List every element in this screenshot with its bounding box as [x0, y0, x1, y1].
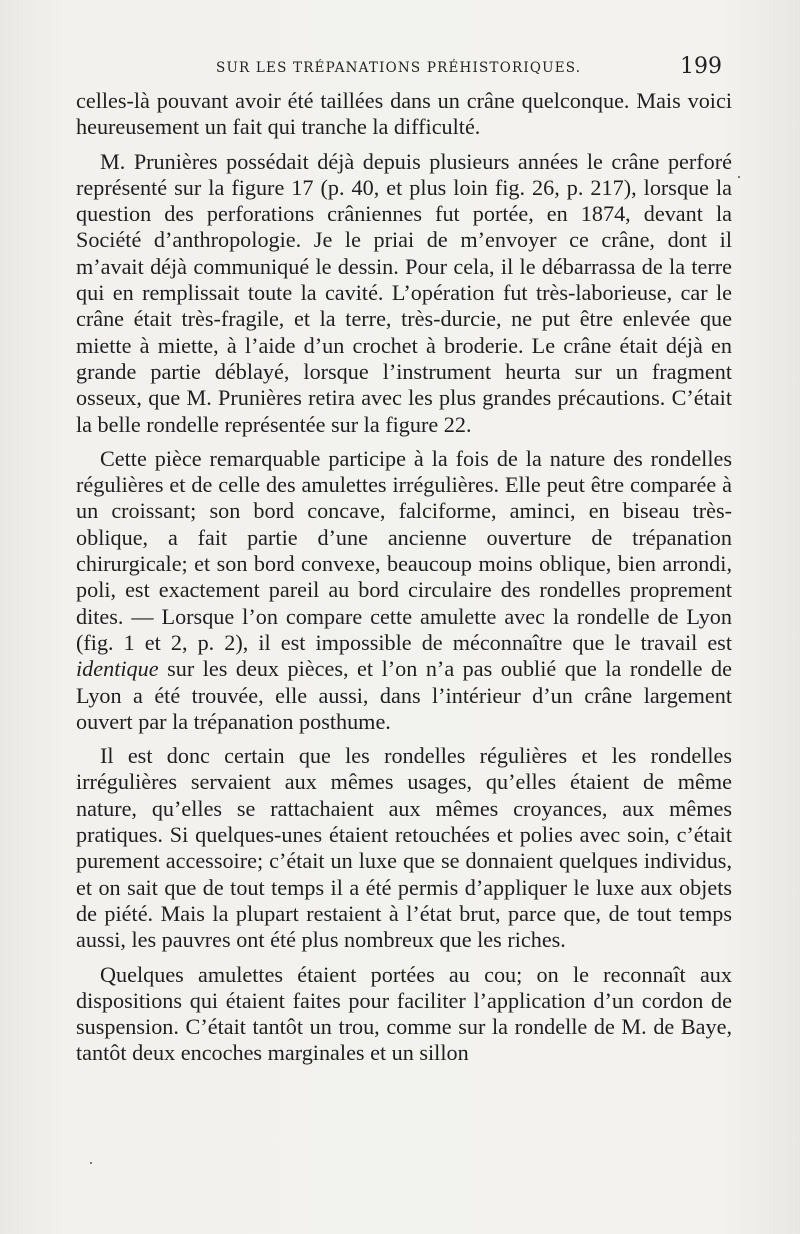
page-number: 199 — [680, 54, 722, 79]
paragraph-2: M. Prunières possédait déjà depuis plusieurs années le crâne perforé représenté sur la figure 17 (p. 40, et plus loin fig. 26, p. 217), lorsque la question des perforations crâniennes fut portée, en 1874, devant la Société d’anthropologie. Je le priai de m’envoyer ce crâne, dont il m’avait déjà communiqué le dessin. Pour cela, il le débarrassa de la terre qui en remplissait toute la cavité. L’opération fut très-laborieuse, car le crâne était très-fragile, et la terre, très-durcie, ne put être enlevée que miette à miette, à l’aide d’un crochet à broderie. Le crâne était déjà en grande partie déblayé, lorsque l’instrument heurta sur un fragment osseux, que M. Prunières retira avec les plus grandes précautions. C’était la belle rondelle représentée sur la figure 22. — [76, 148, 732, 437]
paragraph-3 — [76, 446, 732, 735]
paragraph-3-part-1: Cette pièce remarquable participe à la fois de la nature des rondelles régulières et de celle des amulettes irrégulières. Elle peut être comparée à un croissant; son bord concave, falciforme, aminci, en biseau très-oblique, a fait partie d’une ancienne ouverture de trépanation chirurgicale; et son bord convexe, beaucoup moins oblique, bien arrondi, poli, est exactement pareil au bord circulaire des rondelles proprement dites. — Lorsque l’on compare cette amulette avec la rondelle de Lyon (fig. 1 et 2, p. 2), il est impossible de méconnaître que le travail est — [76, 445, 732, 655]
print-speck — [90, 1162, 92, 1164]
page-header — [0, 54, 800, 84]
running-title: SUR LES TRÉPANATIONS PRÉHISTORIQUES. — [216, 60, 582, 76]
emphasis-identique: identique — [76, 656, 159, 682]
paragraph-1: celles-là pouvant avoir été taillées dans un crâne quelconque. Mais voici heureusement un fait qui tranche la difficulté. — [76, 88, 732, 140]
paragraph-3-part-2: sur les deux pièces, et l’on n’a pas oublié que la rondelle de Lyon a été trouvée, elle aussi, dans l’intérieur d’un crâne largement ouvert par la trépanation posthume. — [76, 656, 732, 734]
print-speck — [738, 176, 740, 178]
body-text — [76, 88, 732, 1067]
paragraph-4: Il est donc certain que les rondelles régulières et les rondelles irrégulières servaient aux mêmes usages, qu’elles étaient de même nature, qu’elles se rattachaient aux mêmes croyances, aux mêmes pratiques. Si quelques-unes étaient retouchées et polies avec soin, c’était purement accessoire; c’était un luxe que se donnaient quelques individus, et on sait que de tout temps il a été permis d’appliquer le luxe aux objets de piété. Mais la plupart restaient à l’état brut, parce que, de tout temps aussi, les pauvres ont été plus nombreux que les riches. — [76, 743, 732, 953]
paragraph-5: Quelques amulettes étaient portées au cou; on le reconnaît aux dispositions qui étaient faites pour faciliter l’application d’un cordon de suspension. C’était tantôt un trou, comme sur la rondelle de M. de Baye, tantôt deux encoches marginales et un sillon — [76, 961, 732, 1066]
